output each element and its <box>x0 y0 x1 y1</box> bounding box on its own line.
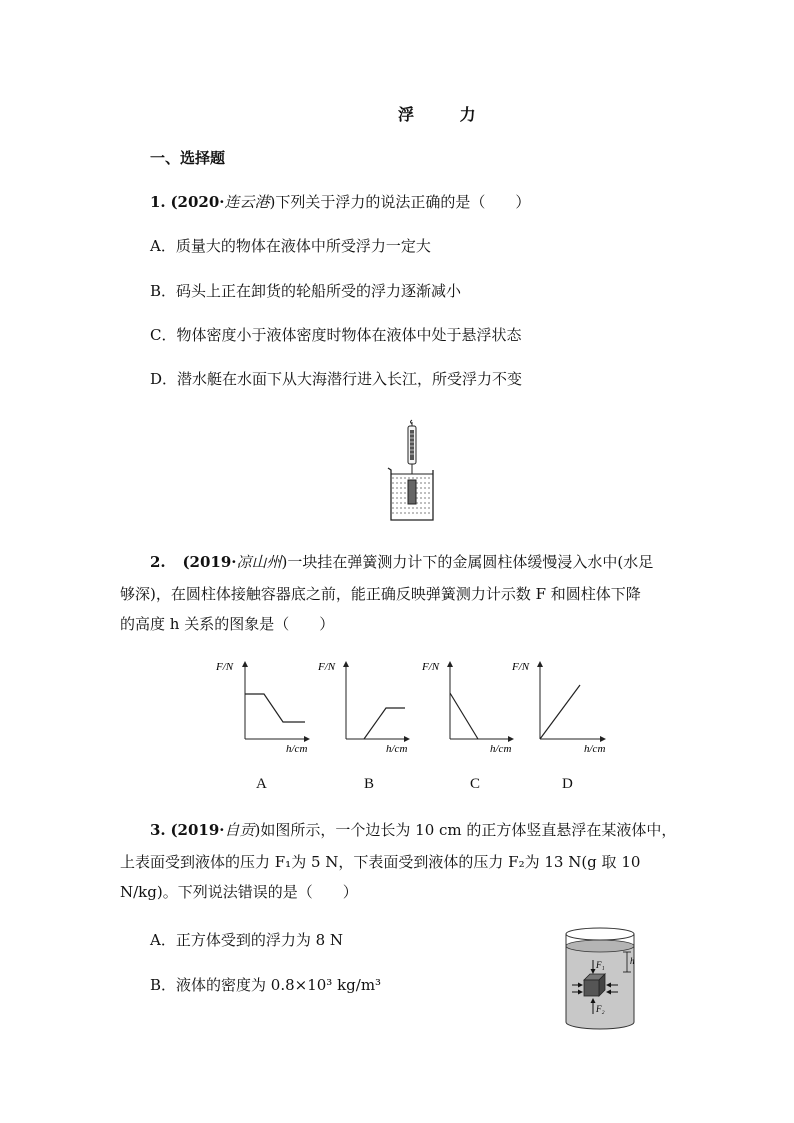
graph-label-c: C <box>470 776 481 792</box>
x-axis-label: h/cm <box>490 743 512 755</box>
f1-label: F₁ <box>596 960 605 970</box>
x-axis-label: h/cm <box>286 743 308 755</box>
graph-b <box>312 655 414 755</box>
question-3-line-3: N/kg)。下列说法错误的是（ ） <box>120 883 358 901</box>
question-1-stem <box>150 192 530 212</box>
q1-option-d <box>150 369 522 389</box>
option-text: 码头上正在卸货的轮船所受的浮力逐渐减小 <box>176 282 462 300</box>
option-text: 潜水艇在水面下从大海潜行进入长江，所受浮力不变 <box>177 370 523 388</box>
graph-b-curve <box>364 708 405 739</box>
question-2-line-2: 够深)，在圆柱体接触容器底之前，能正确反映弹簧测力计示数 F 和圆柱体下降 <box>120 585 641 603</box>
graph-label-d: D <box>562 776 573 792</box>
q3-option-a <box>150 930 343 950</box>
question-source: 凉山州 <box>236 553 282 571</box>
question-year: (2019· <box>170 821 225 839</box>
question-2-line-3: 的高度 h 关系的图象是（ ） <box>120 615 335 633</box>
question-number: 1. <box>150 193 166 211</box>
graph-c <box>416 655 518 755</box>
question-text: )下列关于浮力的说法正确的是（ ） <box>269 193 531 211</box>
question-source: 连云港 <box>224 193 270 211</box>
question-year: (2019· <box>182 553 237 571</box>
question-number: 3. <box>150 821 166 839</box>
question-year: (2020· <box>170 193 225 211</box>
y-axis-label: F/N <box>318 661 336 673</box>
graph-label-b: B <box>364 776 375 792</box>
question-3-line-1 <box>150 820 676 840</box>
q1-option-c <box>150 325 522 345</box>
page-title: 浮 力 <box>398 105 496 124</box>
y-axis-label: F/N <box>216 661 234 673</box>
graph-d <box>506 655 610 755</box>
graph-c-curve <box>450 693 478 739</box>
option-text: 液体的密度为 0.8×10³ kg/m³ <box>176 976 382 994</box>
option-letter: A． <box>150 237 176 255</box>
question-text: )一块挂在弹簧测力计下的金属圆柱体缓慢浸入水中(水足 <box>281 553 654 571</box>
graph-label-a: A <box>256 776 267 792</box>
question-source: 自贡 <box>224 821 255 839</box>
option-letter: B． <box>150 976 177 994</box>
submerged-cube-figure <box>560 924 660 1034</box>
h-label: h <box>630 956 635 966</box>
y-axis-label: F/N <box>422 661 440 673</box>
option-letter: A． <box>150 931 176 949</box>
option-letter: D． <box>150 370 178 388</box>
option-text: 物体密度小于液体密度时物体在液体中处于悬浮状态 <box>176 326 522 344</box>
y-axis-label: F/N <box>512 661 530 673</box>
graph-a-curve <box>245 694 305 722</box>
option-text: 正方体受到的浮力为 8 N <box>175 931 344 949</box>
spring-scale-beaker-figure <box>380 418 440 526</box>
q1-option-b <box>150 281 461 301</box>
x-axis-label: h/cm <box>584 743 606 755</box>
question-2-line-1 <box>150 552 653 572</box>
option-text: 质量大的物体在液体中所受浮力一定大 <box>175 237 431 255</box>
section-heading: 一、选择题 <box>150 149 226 167</box>
option-letter: B． <box>150 282 177 300</box>
q3-option-b <box>150 975 381 995</box>
q1-option-a <box>150 236 431 256</box>
f2-label: F₂ <box>596 1004 605 1014</box>
graph-a <box>212 655 314 755</box>
question-number: 2. <box>150 553 166 571</box>
question-3-line-2: 上表面受到液体的压力 F₁为 5 N，下表面受到液体的压力 F₂为 13 N(g 取 10 <box>120 853 641 871</box>
question-text: )如图所示，一个边长为 10 cm 的正方体竖直悬浮在某液体中， <box>254 821 677 839</box>
graph-d-curve <box>540 685 580 739</box>
x-axis-label: h/cm <box>386 743 408 755</box>
option-letter: C． <box>150 326 177 344</box>
